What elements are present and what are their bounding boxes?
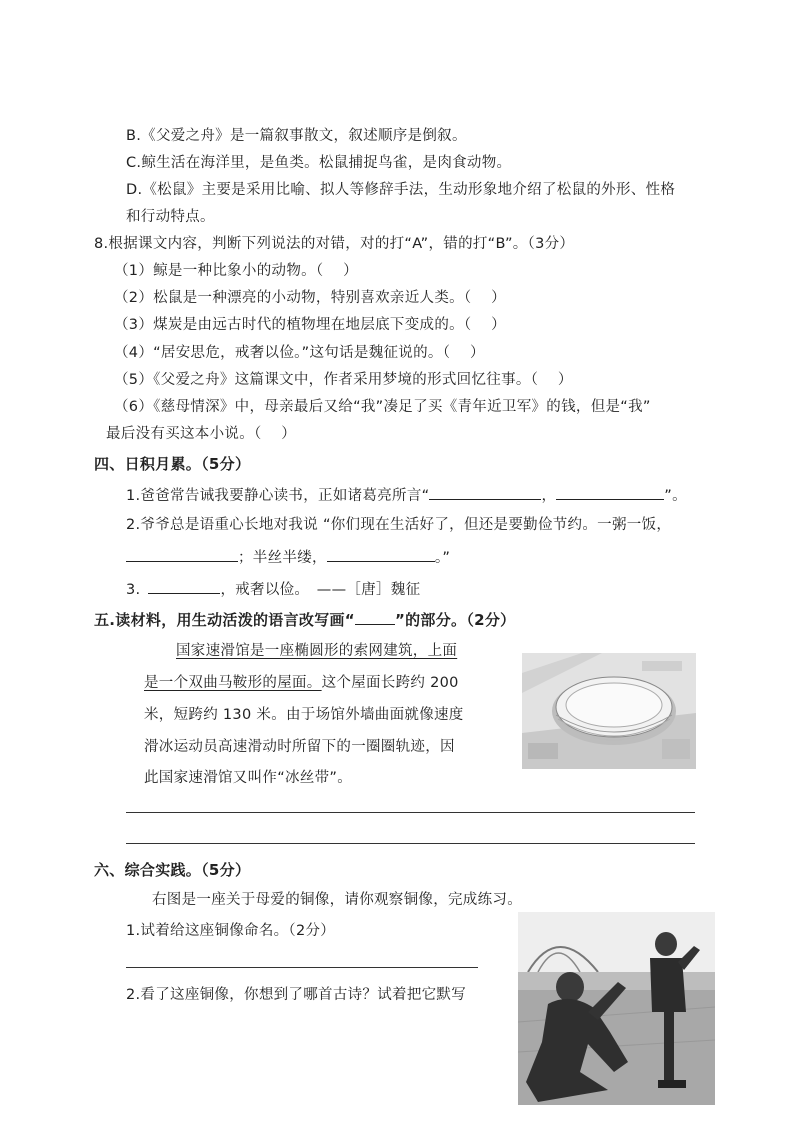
q8-item-5: （5）《父爱之舟》这篇课文中，作者采用梦境的形式回忆往事。（ ） <box>114 372 573 388</box>
s5-passage-line-3: 米，短跨约 130 米。由于场馆外墙曲面就像速度 <box>144 707 464 723</box>
q8-item-6: （6）《慈母情深》中，母亲最后又给“我”凑足了买《青年近卫军》的钱，但是“我” <box>114 399 651 415</box>
s4-q2-blank-2[interactable] <box>327 547 435 562</box>
s4-q3: 3. ，戒奢以俭。 ——［唐］魏征 <box>126 579 420 600</box>
s4-q1-blank-1[interactable] <box>429 485 541 500</box>
s6-intro: 右图是一座关于母爱的铜像，请你观察铜像，完成练习。 <box>152 892 522 908</box>
s4-q2-line2: ；半丝半缕， 。” <box>126 547 450 568</box>
section-4-heading: 四、日积月累。（5分） <box>94 455 251 473</box>
s4-q2-blank-1[interactable] <box>126 547 238 562</box>
q7-option-d-cont: 和行动特点。 <box>126 209 215 225</box>
q7-option-c: C.鲸生活在海洋里，是鱼类。松鼠捕捉鸟雀，是肉食动物。 <box>126 155 512 171</box>
s5-passage-line-4: 滑冰运动员高速滑动时所留下的一圈圈轨迹，因 <box>144 739 455 755</box>
speed-skating-oval-photo <box>522 653 696 769</box>
section-6-heading: 六、综合实践。（5分） <box>94 861 251 879</box>
q8-item-2: （2）松鼠是一种漂亮的小动物，特别喜欢亲近人类。（ ） <box>114 290 506 306</box>
s4-q1: 1.爸爸常告诫我要静心读书，正如诸葛亮所言“ ， ”。 <box>126 485 687 506</box>
s4-q1-blank-2[interactable] <box>556 485 664 500</box>
s6-q1: 1.试着给这座铜像命名。（2分） <box>126 923 336 939</box>
s5-passage-line-2: 是一个双曲马鞍形的屋面。这个屋面长跨约 200 <box>144 675 459 691</box>
q8-title: 8.根据课文内容，判断下列说法的对错，对的打“A”，错的打“B”。（3分） <box>94 236 575 252</box>
s6-q2: 2.看了这座铜像，你想到了哪首古诗？试着把它默写 <box>126 987 467 1003</box>
q8-item-6-cont: 最后没有买这本小说。（ ） <box>106 426 297 442</box>
q7-option-d: D.《松鼠》主要是采用比喻、拟人等修辞手法，生动形象地介绍了松鼠的外形、性格 <box>126 182 676 198</box>
q8-item-4: （4）“居安思危，戒奢以俭。”这句话是魏征说的。（ ） <box>114 345 485 361</box>
s6-q1-answer-line[interactable] <box>126 967 478 968</box>
mother-statue-photo <box>518 912 715 1105</box>
q8-item-3: （3）煤炭是由远古时代的植物埋在地层底下变成的。（ ） <box>114 317 506 333</box>
section-5-heading: 五.读材料，用生动活泼的语言改写画“ ”的部分。（2分） <box>94 611 516 629</box>
s5-answer-line-2[interactable] <box>126 843 695 844</box>
s5-passage-line-5: 此国家速滑馆又叫作“冰丝带”。 <box>144 770 353 786</box>
s4-q2-line1: 2.爷爷总是语重心长地对我说 “你们现在生活好了，但还是要勤俭节约。一粥一饭， <box>126 517 672 533</box>
s4-q3-blank[interactable] <box>148 579 220 594</box>
s5-answer-line-1[interactable] <box>126 812 695 813</box>
q8-item-1: （1）鲸是一种比象小的动物。（ ） <box>114 263 358 279</box>
s5-passage-line-1: 国家速滑馆是一座椭圆形的索网建筑，上面 <box>176 643 458 659</box>
q7-option-b: B.《父爱之舟》是一篇叙事散文，叙述顺序是倒叙。 <box>126 128 467 144</box>
